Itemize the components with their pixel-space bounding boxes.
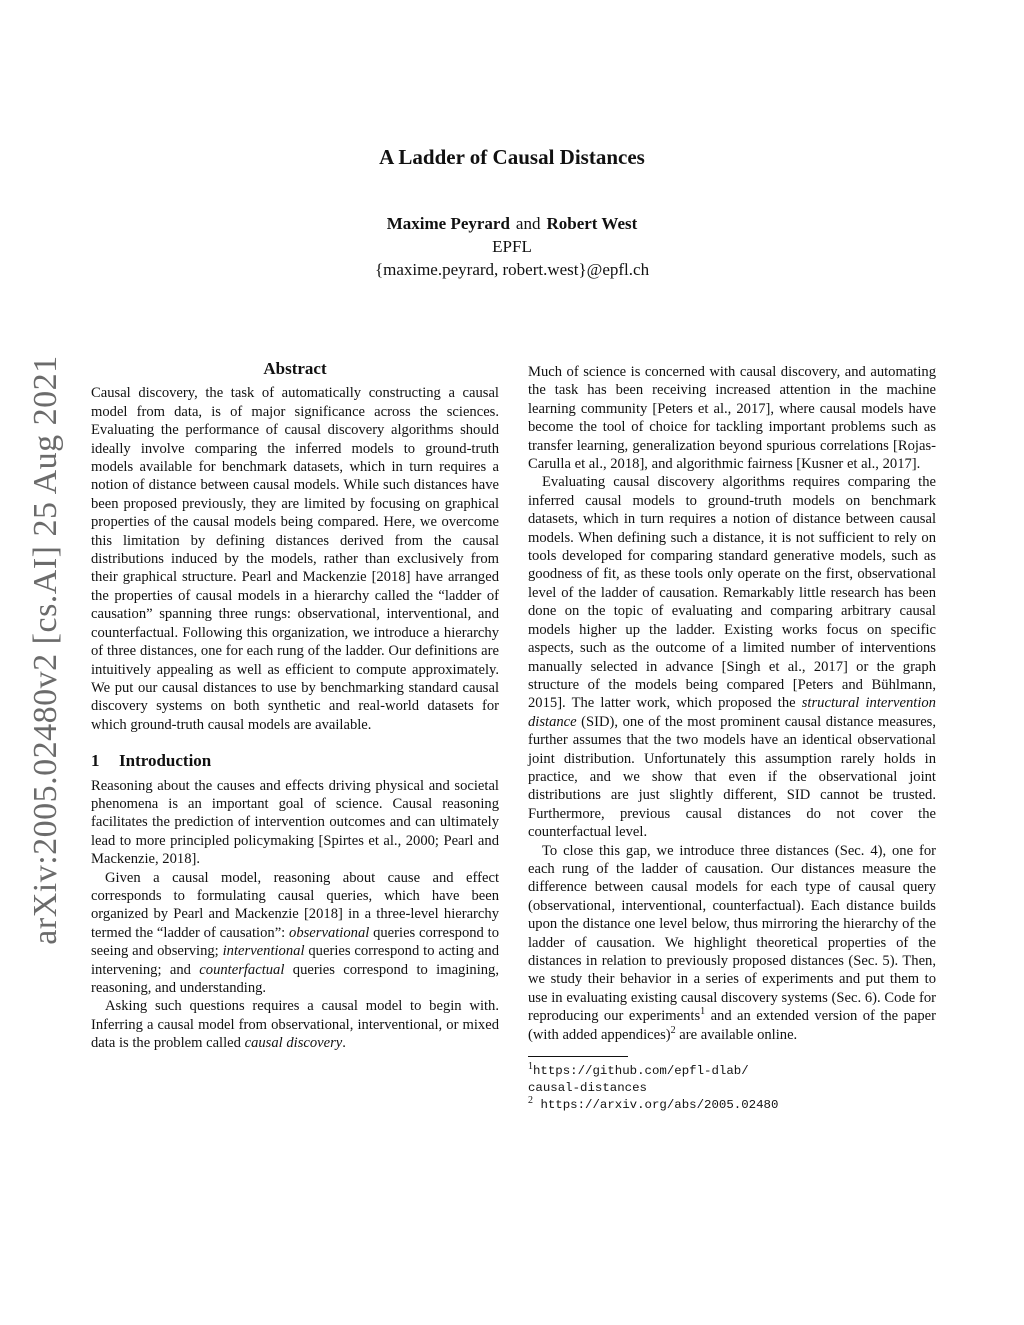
footnote-mark: 2 (528, 1094, 533, 1106)
footnote (528, 1060, 936, 1080)
paragraph: Given a causal model, reasoning about cause and effect corresponds to formulating causal queries, which have been organized by Pearl and Mackenzie [2018] in a three-level hierarchy termed the “ladder of causation”: observational queries correspond to seeing and observing; interventional queries correspond to acting and intervening; and counterfactual queries correspond to imagining, reasoning, and understanding. (91, 869, 499, 996)
paragraph: Asking such questions requires a causal model to begin with. Inferring a causal model from observational, interventional, or mixed data is the problem called causal discovery. (91, 998, 499, 1052)
author-block (0, 212, 1024, 281)
author-line (0, 212, 1024, 235)
arxiv-stamp: arXiv:2005.02480v2 [cs.AI] 25 Aug 2021 (27, 355, 64, 945)
email: {maxime.peyrard, robert.west}@epfl.ch (374, 260, 650, 279)
footnote-ref[interactable]: 2 (670, 1024, 676, 1036)
author-conjunction: and (515, 214, 541, 233)
author-name: Maxime Peyrard (386, 214, 510, 233)
section-title: Introduction (119, 751, 212, 771)
section-number: 1 (91, 751, 100, 771)
affiliation: EPFL (492, 237, 532, 256)
footnote-link[interactable]: https://github.com/epfl-dlab/ (533, 1064, 749, 1079)
left-column (91, 360, 499, 1053)
footnotes (528, 1060, 936, 1114)
paper-title: A Ladder of Causal Distances (379, 145, 645, 169)
footnote-continuation[interactable]: causal-distances (528, 1081, 647, 1096)
paragraph: Reasoning about the causes and effects driving physical and societal phenomena is an important goal of science. Causal reasoning facilitates the prediction of intervention outcomes and can ultimately lead to more principled policymaking [Spirtes et al., 2000; Pearl and Mackenzie, 2018]. (91, 777, 499, 868)
footnote-ref[interactable]: 1 (700, 1006, 706, 1018)
abstract-heading: Abstract (263, 359, 327, 378)
author-name: Robert West (546, 214, 638, 233)
right-column (528, 363, 936, 1114)
footnote-mark: 1 (528, 1060, 533, 1072)
abstract-text: Causal discovery, the task of automatically constructing a causal model from data, is of major significance across the sciences. Evaluating the performance of causal discovery algorithms should ideally involve comparing the inferred models to ground-truth models available for benchmark datasets, which in turn requires a notion of distance between causal models. While such distances have been proposed previously, they are limited by focusing on graphical properties of the causal models being compared. Here, we overcome this limitation by defining distances derived from the causal distributions induced by the models, rather than exclusively from their graphical structure. Pearl and Mackenzie [2018] have arranged the properties of causal models in a hierarchy called the “ladder of causation” spanning three rungs: observational, interventional, and counterfactual. Following this organization, we introduce a hierarchy of three distances, one for each rung of the ladder. Our definitions are intuitively appealing as well as efficient to compute approximately. We put our causal distances to use by benchmarking standard causal discovery systems on both synthetic and real-world datasets for which ground-truth causal models are available. (91, 385, 499, 733)
paragraph: Much of science is concerned with causal discovery, and automating the task has been receiving increased attention in the machine learning community [Peters et al., 2017], where causal models have become the tool of choice for tackling important problems such as transfer learning, generalization beyond spurious correlations [Rojas-Carulla et al., 2018], and algorithmic fairness [Kusner et al., 2017]. (528, 364, 936, 473)
footnote-divider (528, 1056, 628, 1057)
footnote (528, 1094, 936, 1114)
paragraph: Evaluating causal discovery algorithms requires comparing the inferred causal models to ground-truth models on benchmark datasets, which in turn requires a notion of distance between causal models. When defining such a distance, it is not sufficient to rely on tools developed for comparing standard generative models, such as goodness of fit, as these tools only operate on the first, observational level of the ladder of causation. Remarkably little research has been done on the topic of evaluating and comparing arbitrary causal models higher up the ladder. Existing works focus on specific aspects, such as the outcome of a limited number of interventions manually selected in advance [Singh et al., 2017] or the graph structure of the models being compared [Peters and Bühlmann, 2015]. The latter work, which proposed the structural intervention distance (SID), one of the most prominent causal distance measures, further assumes that the two models have an identical observational joint distribution. Unfortunately this assumption rarely holds in practice, and we show that even if the observational joint distributions are just slightly different, SID cannot be trusted. Furthermore, previous causal distances do not cover the counterfactual level. (528, 474, 936, 841)
footnote-link[interactable]: https://arxiv.org/abs/2005.02480 (540, 1098, 779, 1113)
paragraph: To close this gap, we introduce three distances (Sec. 4), one for each rung of the ladder of causation. Our distances measure the difference between causal models for each type of causal query (observational, interventional, counterfactual). Each distance builds upon the distance one level below, thus mirroring the hierarchy of the ladder of causation. We highlight theoretical properties of the distances in relation to previously proposed distances (Sec. 5). Then, we study their behavior in a series of experiments and put them to use in evaluating existing causal discovery systems (Sec. 6). Code for reproducing our experiments$^1$ and an extended version of the paper (with added appendices)$^2$ are available online. (528, 842, 936, 1043)
section-heading (91, 752, 499, 770)
